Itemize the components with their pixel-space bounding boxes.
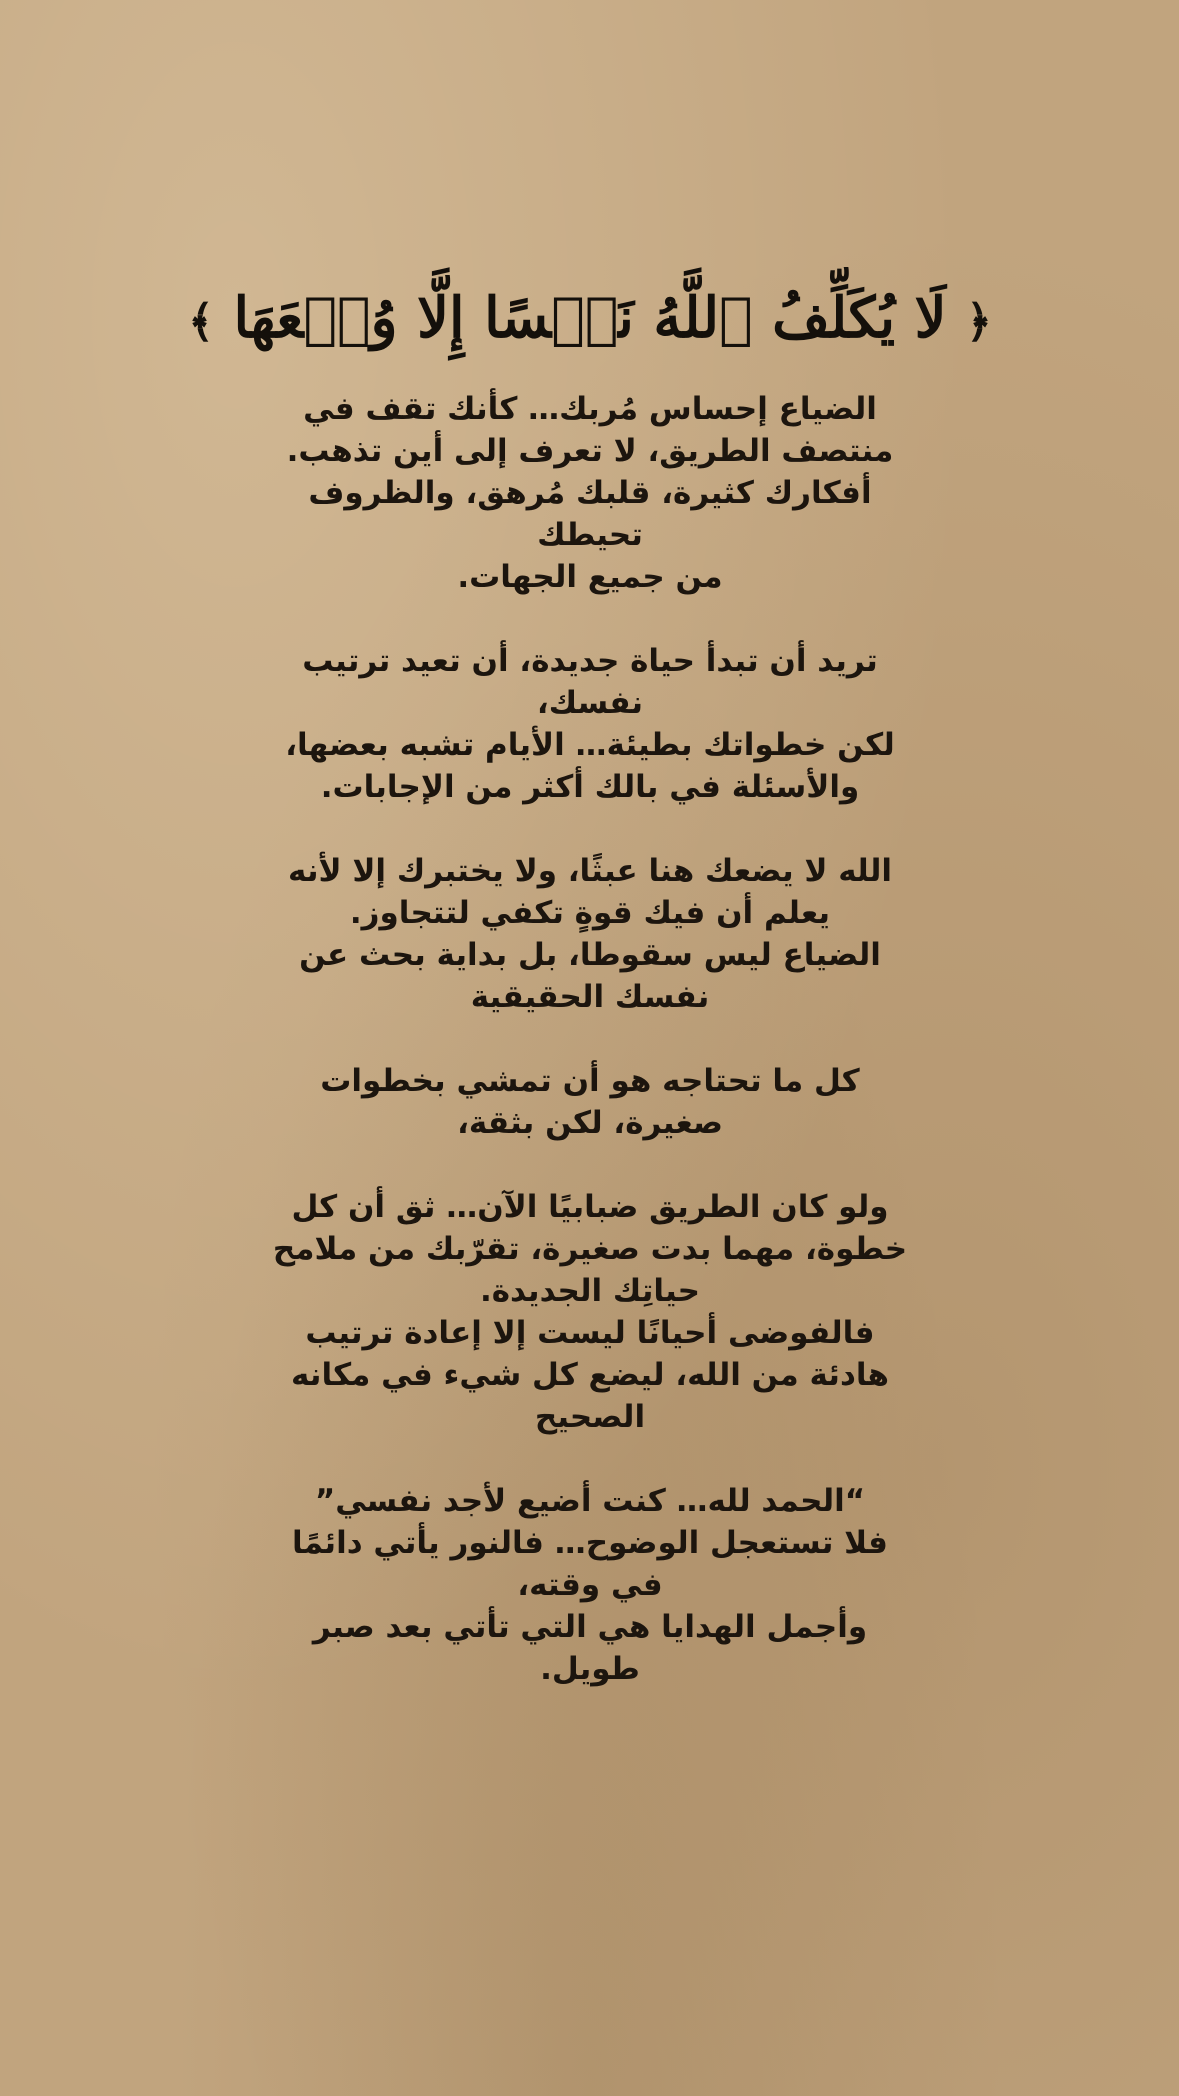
text-line: والأسئلة في بالك أكثر من الإجابات.: [320, 769, 860, 805]
text-line: صغيرة، لكن بثقة،: [457, 1105, 723, 1141]
ornament-right-bracket: ﴿: [966, 296, 992, 348]
reflection-text: [260, 388, 920, 1732]
text-line: يعلم أن فيك قوةٍ تكفي لتتجاوز.: [349, 895, 831, 931]
text-line: نفسك الحقيقية: [470, 979, 710, 1015]
text-line: في وقته،: [517, 1567, 663, 1603]
text-line: نفسك،: [536, 685, 644, 721]
text-line: “الحمد لله… كنت أضيع لأجد نفسي”: [314, 1483, 866, 1519]
paragraph-1: [260, 388, 920, 598]
text-line: طويل.: [540, 1651, 640, 1687]
quran-verse-heading: [150, 278, 1030, 362]
text-line: الضياع إحساس مُربك… كأنك تقف في: [303, 391, 877, 427]
text-line: الضياع ليس سقوطا، بل بداية بحث عن: [299, 937, 881, 973]
text-line: الصحيح: [534, 1399, 646, 1435]
text-line: فلا تستعجل الوضوح… فالنور يأتي دائمًا: [292, 1525, 888, 1561]
ornament-left-bracket: ﴾: [188, 296, 214, 348]
paragraph-3: [260, 850, 920, 1018]
text-line: منتصف الطريق، لا تعرف إلى أين تذهب.: [286, 433, 894, 469]
text-line: خطوة، مهما بدت صغيرة، تقرّبك من ملامح: [272, 1231, 908, 1267]
verse-text: لَا يُكَلِّفُ ٱللَّهُ نَفۡسًا إِلَّا وُسۡعَهَا: [233, 285, 947, 351]
text-line: وأجمل الهدايا هي التي تأتي بعد صبر: [312, 1609, 868, 1645]
paragraph-2: [260, 640, 920, 808]
text-line: هادئة من الله، ليضع كل شيء في مكانه: [291, 1357, 889, 1393]
text-line: فالفوضى أحيانًا ليست إلا إعادة ترتيب: [305, 1315, 875, 1351]
text-line: الله لا يضعك هنا عبثًا، ولا يختبرك إلا لأنه: [288, 853, 892, 889]
text-line: ولو كان الطريق ضبابيًا الآن… ثق أن كل: [291, 1189, 889, 1225]
paragraph-5: [260, 1186, 920, 1438]
text-line: لكن خطواتك بطيئة… الأيام تشبه بعضها،: [285, 727, 895, 763]
text-line: أفكارك كثيرة، قلبك مُرهق، والظروف تحيطك: [308, 475, 872, 553]
text-line: من جميع الجهات.: [457, 559, 723, 595]
text-line: كل ما تحتاجه هو أن تمشي بخطوات: [320, 1063, 860, 1099]
text-line: حياتِك الجديدة.: [479, 1273, 701, 1309]
paragraph-6: [260, 1480, 920, 1690]
text-line: تريد أن تبدأ حياة جديدة، أن تعيد ترتيب: [302, 643, 878, 679]
paragraph-4: [260, 1060, 920, 1144]
